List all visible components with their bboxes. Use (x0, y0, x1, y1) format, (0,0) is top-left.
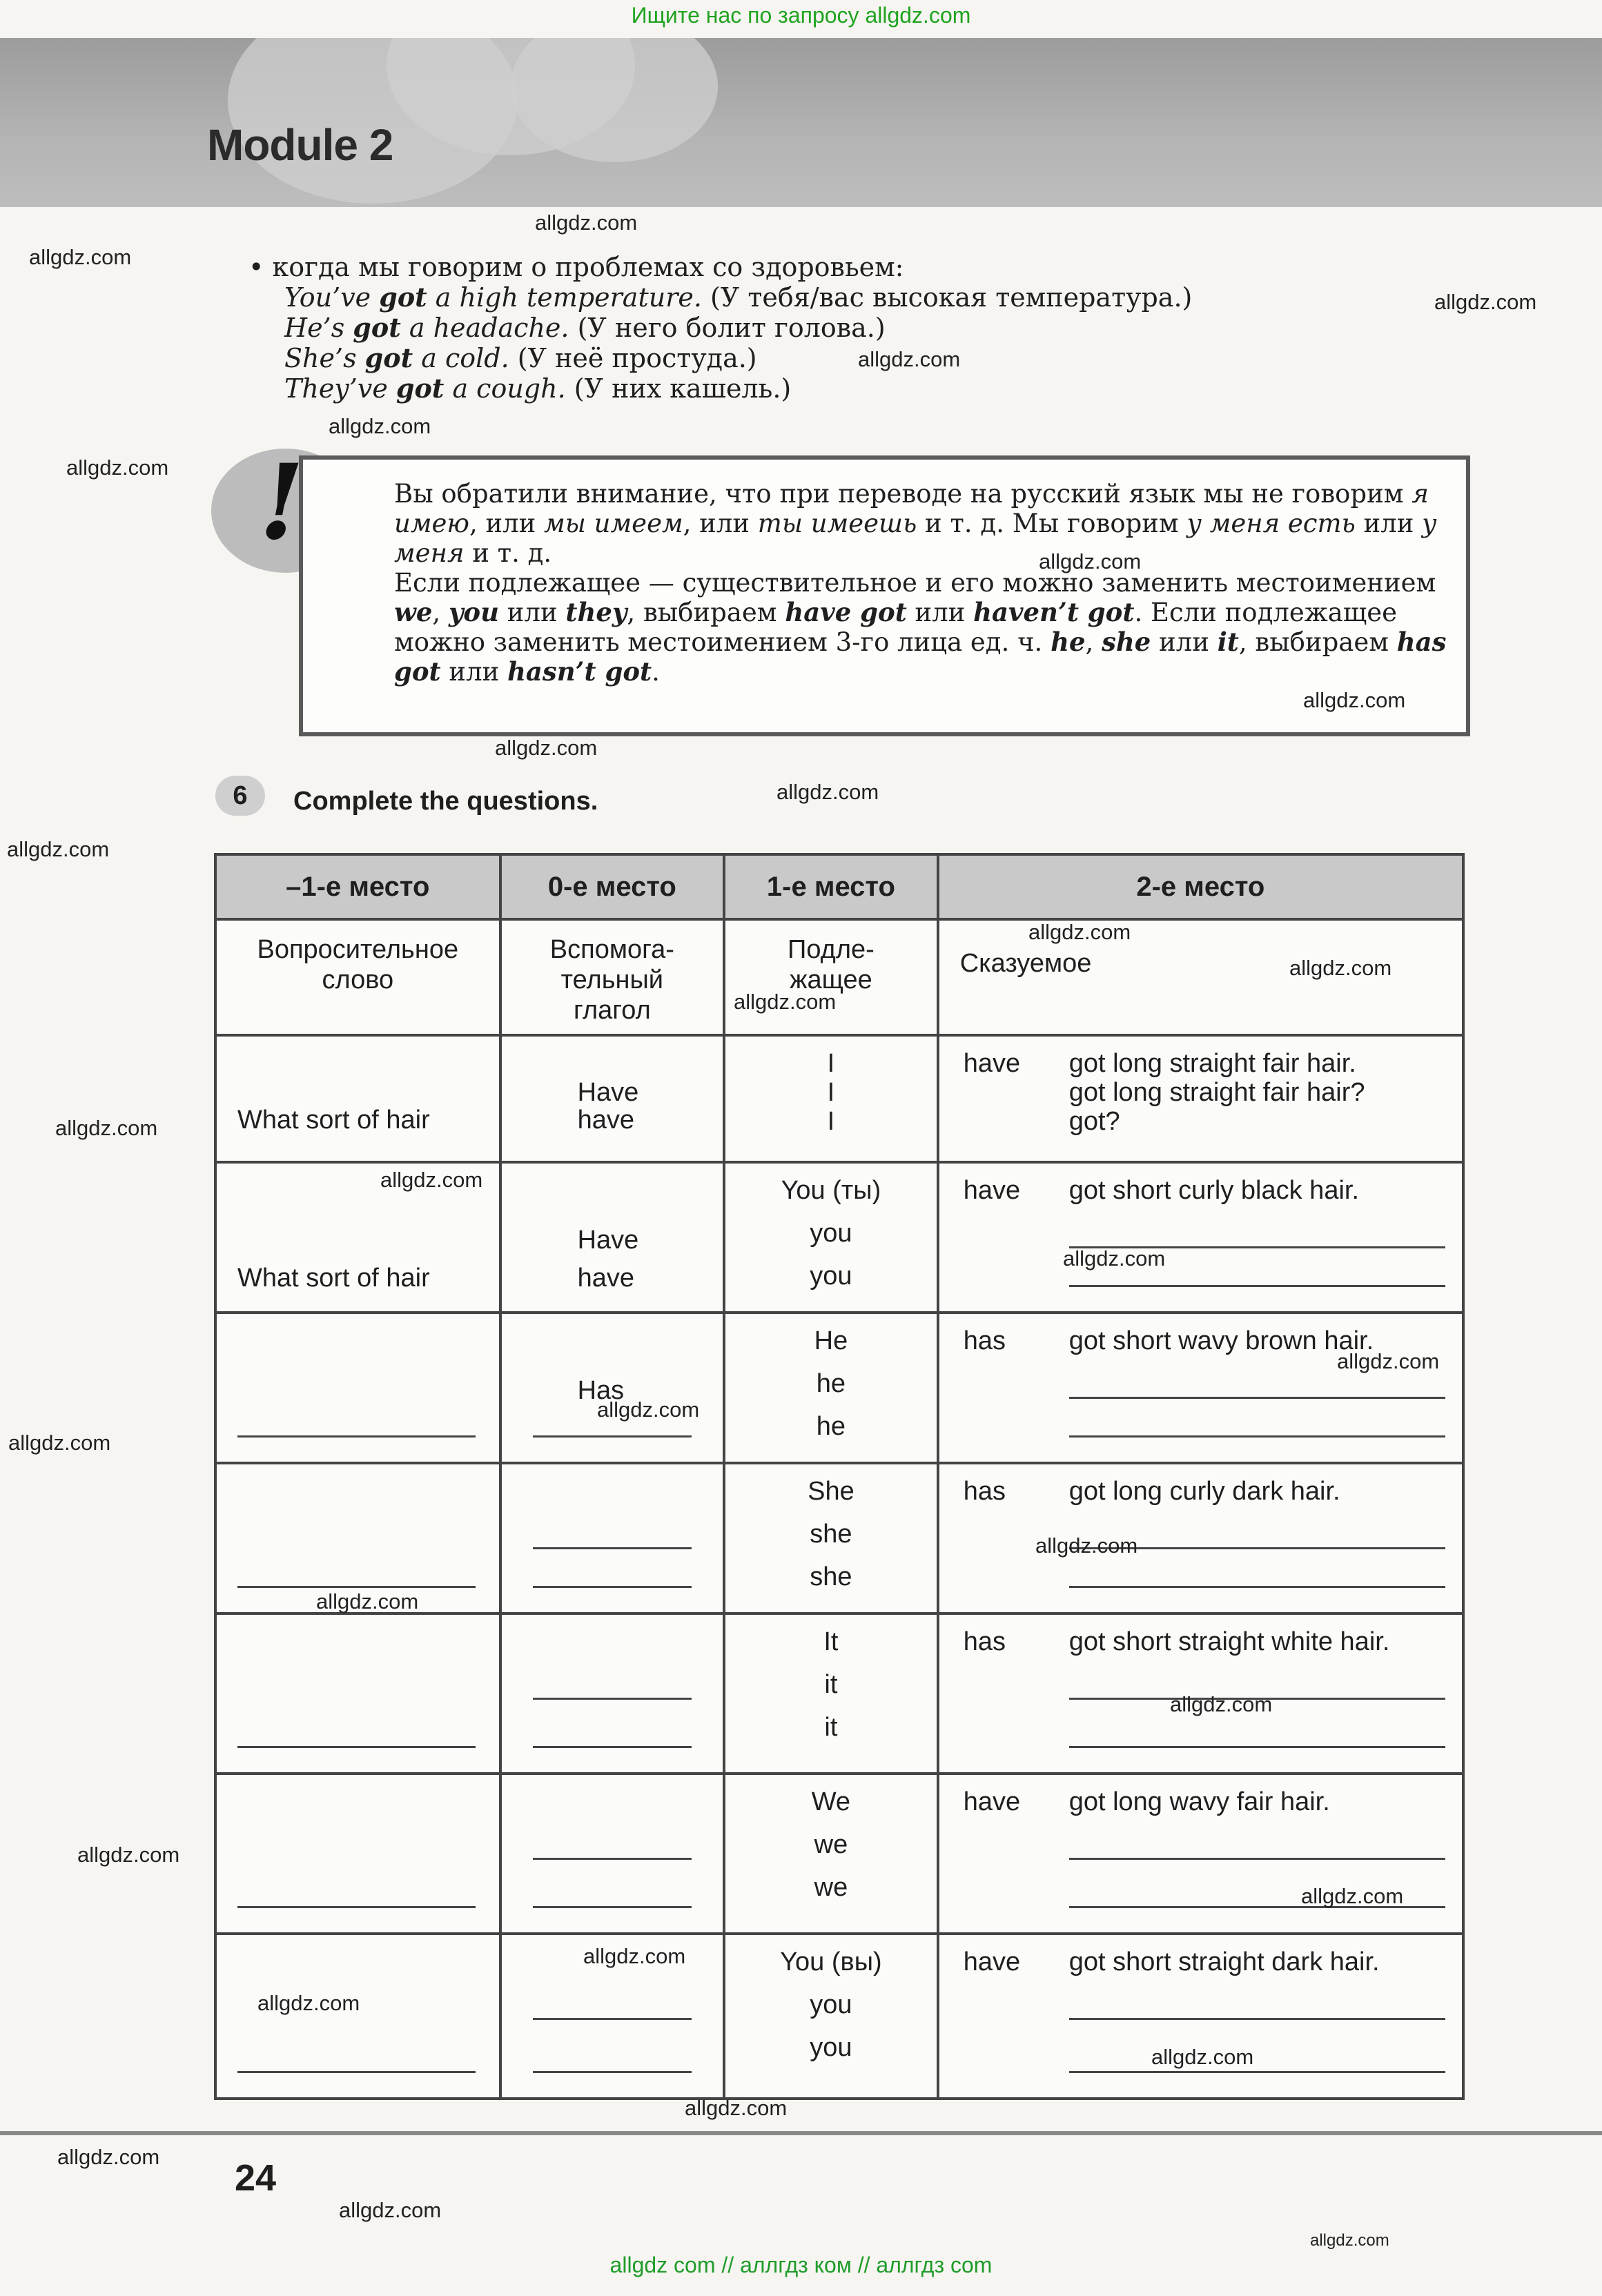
subject: it (824, 1713, 838, 1742)
predicate: got? (1068, 1107, 1120, 1136)
answer-blank[interactable] (533, 2071, 692, 2073)
exclamation-icon: ! (259, 442, 304, 563)
example-line: He’s got a headache. (У него болит голова.) (284, 312, 886, 343)
subject: You (вы) (780, 1947, 882, 1976)
watermark: allgdz.com (339, 2198, 442, 2222)
watermark: allgdz.com (1301, 1884, 1404, 1908)
subject: I (827, 1107, 835, 1136)
subject: I (827, 1078, 835, 1107)
answer-blank[interactable] (1069, 1586, 1445, 1588)
table-row (215, 1613, 1463, 1774)
footer-rule (0, 2131, 1602, 2135)
watermark: allgdz.com (380, 1168, 483, 1192)
auxiliary-verb: Have (577, 1226, 639, 1255)
note-text: Вы обратили внимание, что при переводе на русский язык мы не говорим я имею, или мы имеем, или ты имеешь и т. д. Мы говорим у меня есть или у меня и т. д. Если подлежащее — существительное и его можно заменить местоимением we, you или they, выбираем have got или haven’t got. Если подлежащее можно заменить местоимением 3-го лица ед. ч. he, she или it, выбираем has got или hasn’t got. (394, 479, 1447, 687)
answer-blank[interactable] (533, 1547, 692, 1549)
col-header-minus1: –1-е место (215, 854, 500, 919)
watermark: allgdz.com (1035, 1533, 1138, 1558)
predicate: got long straight fair hair? (1068, 1078, 1365, 1107)
bottom-link[interactable]: allgdz com // аллгдз ком // аллгдз com (609, 2253, 993, 2277)
table-subheader-row (215, 919, 1463, 1035)
watermark: allgdz.com (685, 2096, 788, 2120)
subject: you (810, 2033, 852, 2062)
col-header-2: 2-е место (938, 854, 1463, 919)
table-row (215, 1313, 1463, 1463)
watermark: allgdz.com (1151, 2045, 1254, 2069)
watermark: allgdz.com (29, 245, 132, 269)
answer-blank[interactable] (1069, 1397, 1445, 1399)
answer-blank[interactable] (1069, 2071, 1445, 2073)
subject: He (814, 1326, 848, 1355)
answer-blank[interactable] (533, 1698, 692, 1700)
watermark: allgdz.com (1434, 290, 1537, 314)
subject: It (823, 1627, 839, 1656)
answer-blank[interactable] (533, 1858, 692, 1860)
table-header-row (215, 854, 1463, 919)
module-title: Module 2 (207, 120, 393, 170)
watermark: allgdz.com (1337, 1349, 1440, 1373)
col-header-1: 1-е место (724, 854, 938, 919)
answer-blank[interactable] (1069, 2018, 1445, 2020)
example-line: They’ve got a cough. (У них кашель.) (284, 373, 792, 404)
auxiliary-verb: Have (577, 1078, 639, 1107)
watermark: allgdz.com (1170, 1692, 1273, 1716)
verb-have: has (963, 1477, 1006, 1506)
exercise-number: 6 (215, 776, 265, 816)
verb-have: have (963, 1176, 1021, 1205)
watermark: allgdz.com (495, 736, 598, 760)
health-usage-block (248, 252, 1192, 404)
answer-blank[interactable] (237, 1435, 476, 1438)
sub-question-word: Вопросительное слово (257, 935, 459, 994)
verb-have: have (963, 1049, 1021, 1078)
watermark: allgdz.com (329, 414, 431, 438)
auxiliary-verb: have (577, 1264, 634, 1293)
subject: We (811, 1787, 851, 1816)
exercise-instruction: Complete the questions. (293, 787, 598, 816)
watermark: allgdz.com (7, 837, 110, 861)
answer-blank[interactable] (237, 2071, 476, 2073)
answer-blank[interactable] (237, 1746, 476, 1748)
col-header-0: 0-е место (500, 854, 725, 919)
watermark: allgdz.com (8, 1431, 111, 1455)
watermark: allgdz.com (316, 1589, 419, 1613)
example-line: You’ve got a high temperature. (У тебя/вас высокая температура.) (284, 282, 1193, 313)
answer-blank[interactable] (533, 1906, 692, 1908)
verb-have: have (963, 1787, 1021, 1816)
answer-blank[interactable] (1069, 1746, 1445, 1748)
answer-blank[interactable] (533, 1586, 692, 1588)
grammar-table (214, 853, 1465, 2100)
answer-blank[interactable] (237, 1906, 476, 1908)
bullet-dot: • (248, 252, 273, 282)
module-header (0, 38, 1602, 207)
predicate: got short straight dark hair. (1068, 1947, 1380, 1976)
subject: we (814, 1830, 848, 1859)
watermark: allgdz.com (734, 990, 837, 1014)
note-box (299, 455, 1470, 736)
subject: you (810, 1990, 852, 2019)
answer-blank[interactable] (237, 1586, 476, 1588)
subject: She (808, 1477, 854, 1506)
sub-auxiliary: Вспомога-тельный глагол (549, 935, 674, 1025)
watermark: allgdz.com (77, 1843, 180, 1867)
watermark: allgdz.com (257, 1991, 360, 2015)
watermark: allgdz.com (1028, 920, 1131, 944)
subject: we (814, 1873, 848, 1902)
answer-blank[interactable] (533, 1435, 692, 1438)
question-word: What sort of hair (237, 1106, 430, 1135)
subject: I (827, 1049, 835, 1078)
predicate: got long wavy fair hair. (1068, 1787, 1330, 1816)
subject: you (810, 1219, 852, 1248)
sub-subject: Подле-жащее (788, 935, 875, 994)
watermark: allgdz.com (66, 455, 169, 480)
auxiliary-verb: have (577, 1106, 634, 1135)
answer-blank[interactable] (1069, 1435, 1445, 1438)
example-line: She’s got a cold. (У неё простуда.) (284, 342, 757, 373)
watermark: allgdz.com (858, 347, 961, 371)
answer-blank[interactable] (533, 2018, 692, 2020)
predicate: got long curly dark hair. (1068, 1477, 1340, 1506)
predicate: got long straight fair hair. (1068, 1049, 1356, 1078)
watermark: allgdz.com (1303, 688, 1406, 712)
predicate: got short straight white hair. (1068, 1627, 1390, 1656)
watermark: allgdz.com (1063, 1246, 1166, 1270)
page-number: 24 (235, 2157, 277, 2199)
verb-have: has (963, 1627, 1006, 1656)
watermark: allgdz.com (1310, 2231, 1389, 2250)
subject: he (816, 1412, 846, 1441)
top-link[interactable]: Ищите нас по запросу allgdz.com (631, 3, 971, 28)
subject: she (810, 1562, 852, 1591)
predicate: got short wavy brown hair. (1068, 1326, 1374, 1355)
predicate: got short curly black hair. (1068, 1176, 1360, 1205)
watermark: allgdz.com (535, 210, 638, 235)
watermark: allgdz.com (1039, 549, 1142, 573)
subject: it (824, 1670, 838, 1699)
watermark: allgdz.com (583, 1944, 686, 1968)
answer-blank[interactable] (533, 1746, 692, 1748)
subject: you (810, 1262, 852, 1291)
subject: he (816, 1369, 846, 1398)
watermark: allgdz.com (776, 780, 879, 804)
verb-have: has (963, 1326, 1006, 1355)
watermark: allgdz.com (57, 2145, 160, 2169)
bullet-intro: когда мы говорим о проблемах со здоровьем: (272, 252, 904, 282)
watermark: allgdz.com (1289, 956, 1392, 980)
table-row (215, 1774, 1463, 1934)
answer-blank[interactable] (1069, 1858, 1445, 1860)
watermark: allgdz.com (597, 1397, 700, 1422)
sub-predicate: Сказуемое (959, 949, 1092, 978)
auxiliary-verb: Has (577, 1376, 625, 1405)
question-word: What sort of hair (237, 1264, 430, 1293)
watermark: allgdz.com (55, 1116, 158, 1140)
table-row (215, 1934, 1463, 2099)
subject: You (ты) (781, 1176, 881, 1205)
answer-blank[interactable] (1069, 1285, 1445, 1287)
table-row (215, 1035, 1463, 1162)
verb-have: have (963, 1947, 1021, 1976)
subject: she (810, 1520, 852, 1549)
